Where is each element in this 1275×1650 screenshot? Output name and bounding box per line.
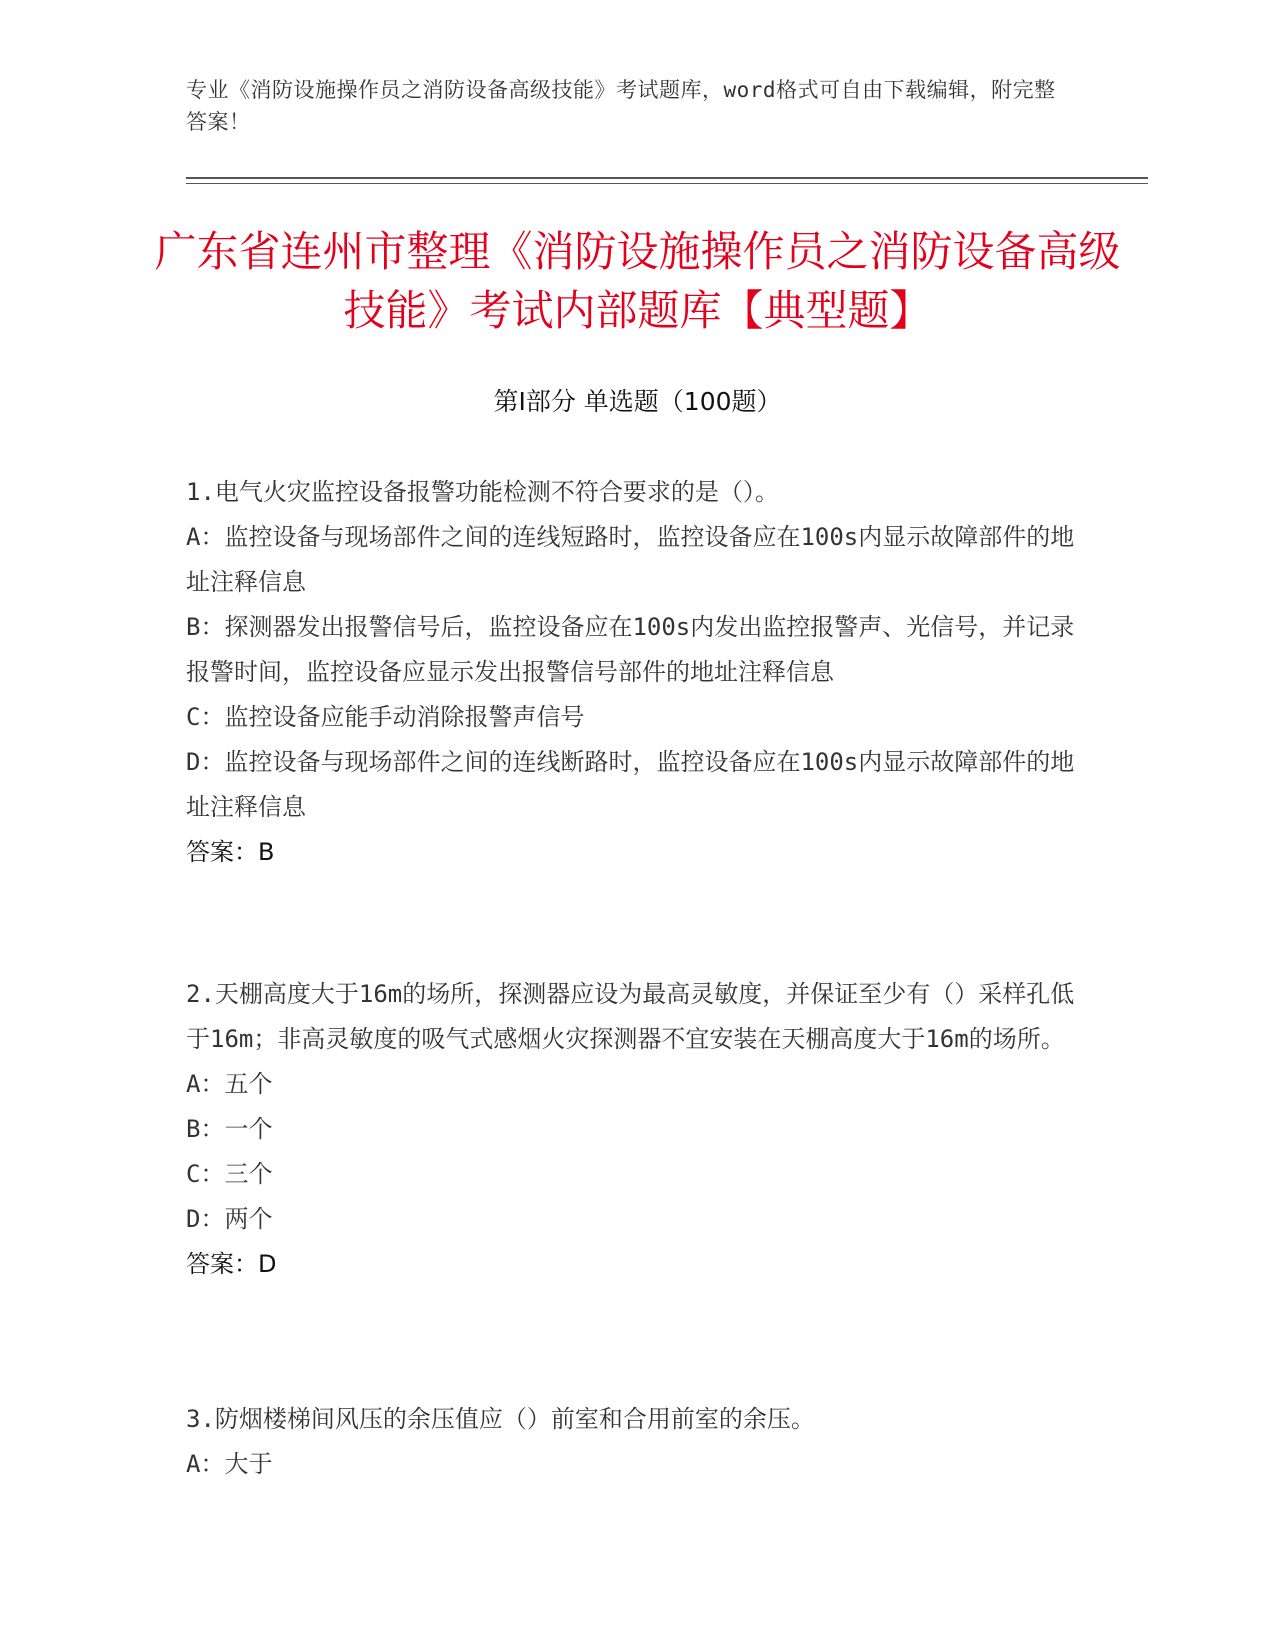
answer-line: 答案：B [186, 838, 275, 866]
question-stem: 2.天棚高度大于16m的场所，探测器应设为最高灵敏度，并保证至少有（）采样孔低于16m；非高灵敏度的吸气式感烟火灾探测器不宜安装在天棚高度大于16m的场所。 [186, 980, 1075, 1053]
option-c: C：监控设备应能手动消除报警声信号 [186, 703, 585, 731]
option-d: D：监控设备与现场部件之间的连线断路时，监控设备应在100s内显示故障部件的地址注释信息 [186, 748, 1075, 821]
header-rule-thick [186, 177, 1148, 179]
question-block-3 [186, 1397, 1086, 1487]
document-title: 广东省连州市整理《消防设施操作员之消防设备高级技能》考试内部题库【典型题】 [154, 227, 1121, 335]
option-a: A：监控设备与现场部件之间的连线短路时，监控设备应在100s内显示故障部件的地址注释信息 [186, 523, 1075, 596]
question-block-1 [186, 470, 1086, 875]
option-a: A：五个 [186, 1070, 273, 1098]
option-a: A：大于 [186, 1450, 273, 1478]
header-note: 专业《消防设施操作员之消防设备高级技能》考试题库，word格式可自由下载编辑，附完整答案！ [186, 78, 1056, 134]
answer-line: 答案：D [186, 1250, 277, 1278]
option-c: C：三个 [186, 1160, 273, 1188]
question-stem: 3.防烟楼梯间风压的余压值应（）前室和合用前室的余压。 [186, 1405, 815, 1433]
question-stem: 1.电气火灾监控设备报警功能检测不符合要求的是（）。 [186, 478, 779, 506]
question-block-2 [186, 972, 1086, 1287]
section-heading: 第Ⅰ部分 单选题（100题） [493, 387, 782, 416]
option-b: B：探测器发出报警信号后，监控设备应在100s内发出监控报警声、光信号，并记录报警时间，监控设备应显示发出报警信号部件的地址注释信息 [186, 613, 1075, 686]
option-d: D：两个 [186, 1205, 273, 1233]
header-rule-thin [186, 183, 1148, 184]
option-b: B：一个 [186, 1115, 273, 1143]
